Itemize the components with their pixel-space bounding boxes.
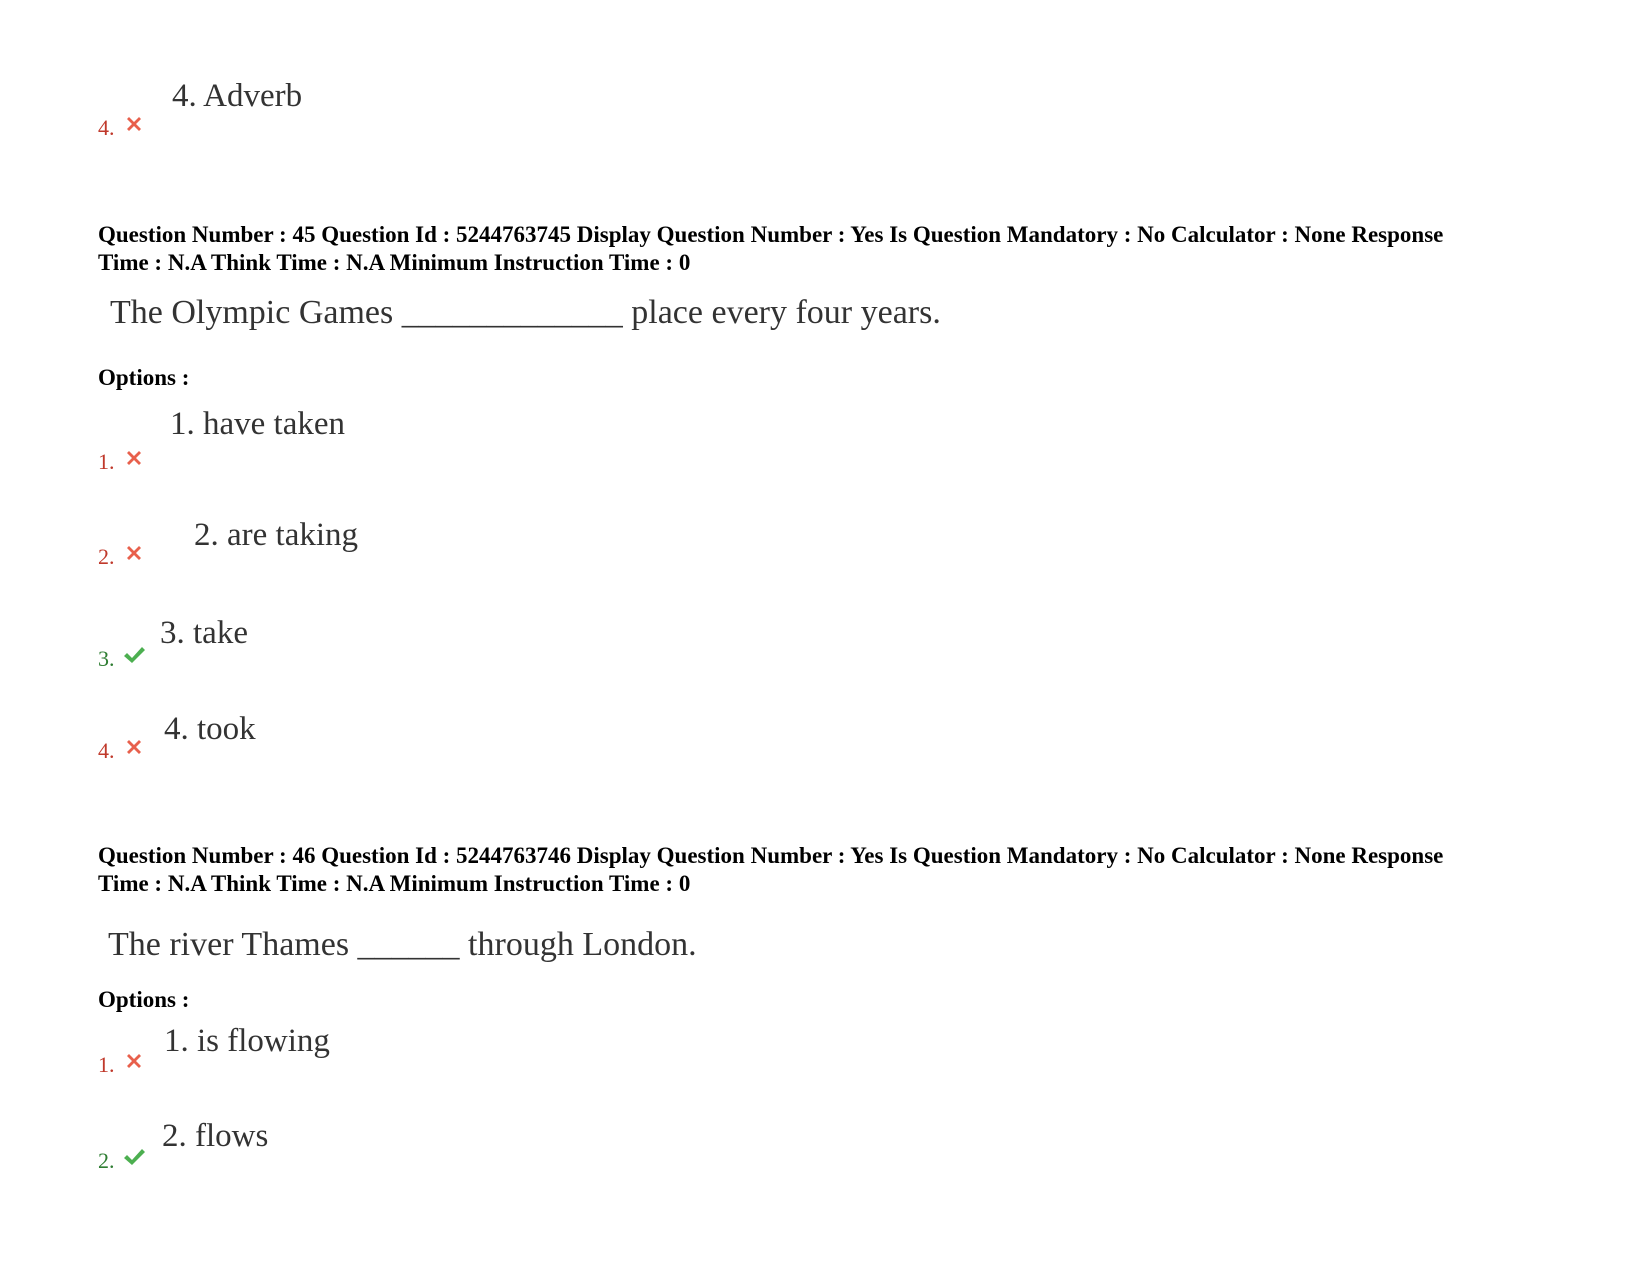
cross-icon xyxy=(122,541,146,565)
option-text: 4. Adverb xyxy=(172,78,303,114)
option-number: 1. xyxy=(98,1052,115,1077)
question-meta-line2: Time : N.A Think Time : N.A Minimum Instruction Time : 0 xyxy=(98,250,691,275)
question-stem: The Olympic Games _____________ place every four years. xyxy=(110,294,941,331)
option-text: 3. take xyxy=(160,615,248,651)
options-label: Options : xyxy=(98,365,190,390)
cross-icon xyxy=(122,446,146,470)
options-label: Options : xyxy=(98,987,190,1012)
question-meta-line1: Question Number : 45 Question Id : 5244763745 Display Question Number : Yes Is Question Mandatory : No Calculator : None Response xyxy=(98,222,1444,247)
question-stem: The river Thames ______ through London. xyxy=(108,926,697,963)
check-icon xyxy=(122,1145,146,1169)
check-icon xyxy=(122,643,146,667)
option-text: 4. took xyxy=(164,711,256,747)
cross-icon xyxy=(122,112,146,136)
option-text: 2. are taking xyxy=(194,517,359,553)
option-number: 2. xyxy=(98,544,115,569)
option-number: 3. xyxy=(98,646,115,671)
question-meta-line2: Time : N.A Think Time : N.A Minimum Instruction Time : 0 xyxy=(98,871,691,896)
question-meta xyxy=(98,842,1578,898)
cross-icon xyxy=(122,735,146,759)
question-meta-line1: Question Number : 46 Question Id : 5244763746 Display Question Number : Yes Is Question Mandatory : No Calculator : None Response xyxy=(98,843,1444,868)
option-text: 2. flows xyxy=(162,1118,269,1154)
cross-icon xyxy=(122,1049,146,1073)
option-text: 1. is flowing xyxy=(164,1023,330,1059)
option-text: 1. have taken xyxy=(170,406,346,442)
option-number: 1. xyxy=(98,449,115,474)
option-number: 4. xyxy=(98,115,115,140)
option-number: 2. xyxy=(98,1148,115,1173)
question-meta xyxy=(98,221,1578,277)
option-number: 4. xyxy=(98,738,115,763)
